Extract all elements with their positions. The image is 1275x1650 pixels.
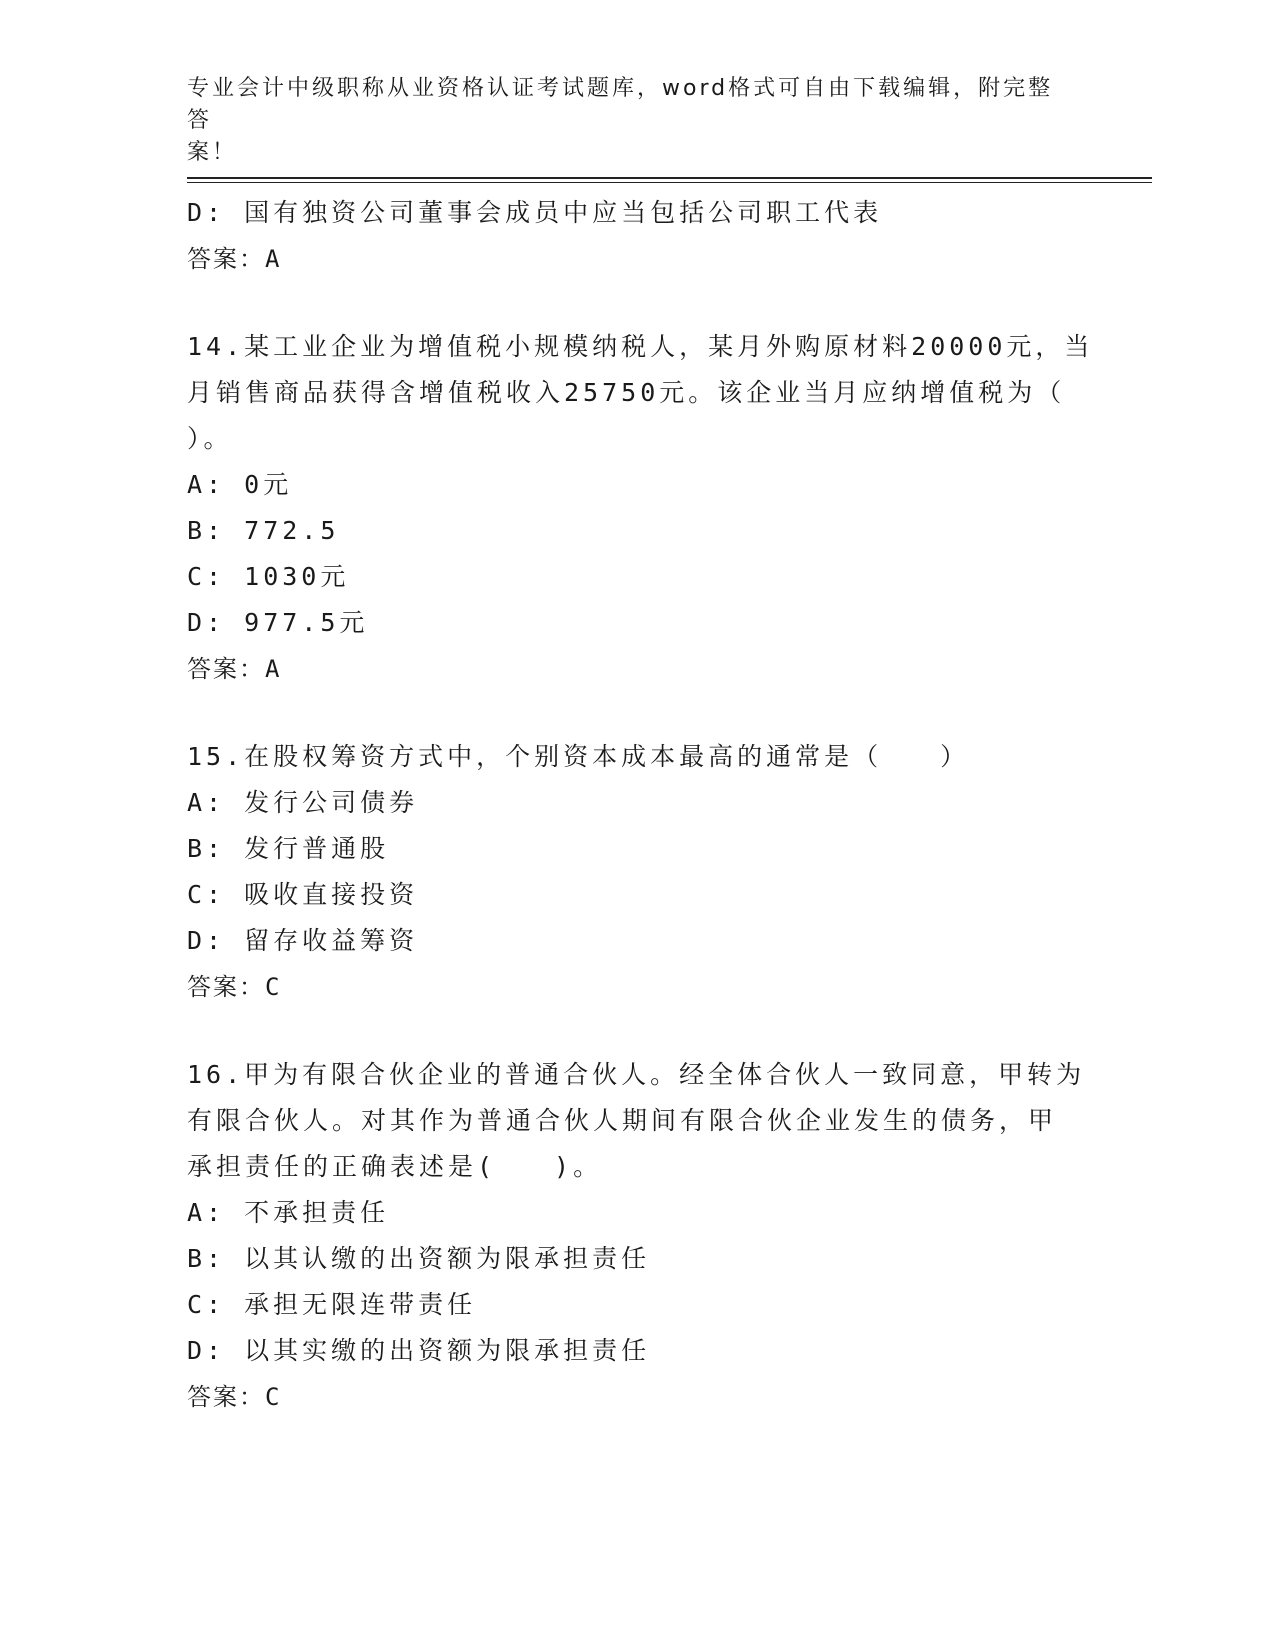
spacer (187, 1010, 1087, 1052)
question-14 (187, 324, 1094, 692)
option-d: D: 977.5元 (187, 608, 369, 637)
question-16 (187, 1052, 1087, 1420)
spacer (187, 282, 1087, 324)
header-rule-thin (187, 182, 1152, 183)
question-stem-line: 承担责任的正确表述是( )。 (187, 1152, 603, 1181)
answer-value: A (265, 655, 280, 683)
question-answer (187, 1374, 1087, 1420)
header-line-2: 案！ (187, 140, 238, 165)
option-b: B: 以其认缴的出资额为限承担责任 (187, 1244, 651, 1273)
header-rule-thick (187, 177, 1152, 179)
answer-label: 答案： (187, 1383, 265, 1411)
answer-value: A (265, 245, 280, 273)
option-d: D: 留存收益筹资 (187, 926, 419, 955)
option-b: B: 发行普通股 (187, 834, 390, 863)
option-c: C: 1030元 (187, 562, 350, 591)
document-header (187, 73, 1067, 169)
spacer (187, 692, 1087, 734)
question-stem-line: 有限合伙人。对其作为普通合伙人期间有限合伙企业发生的债务，甲 (187, 1106, 1058, 1135)
header-line-1: 专业会计中级职称从业资格认证考试题库，word格式可自由下载编辑，附完整答 (187, 76, 1054, 133)
question-stem-line: 月销售商品获得含增值税收入25750元。该企业当月应纳增值税为（ (187, 378, 1066, 407)
question-stem-line: ）。 (187, 424, 233, 453)
question-answer (187, 646, 1087, 692)
question-answer (187, 964, 1087, 1010)
option-d: D: 以其实缴的出资额为限承担责任 (187, 1336, 651, 1365)
option-b: B: 772.5 (187, 516, 340, 545)
question-15 (187, 734, 1087, 1010)
option-a: A: 不承担责任 (187, 1198, 390, 1227)
option-c: C: 承担无限连带责任 (187, 1290, 477, 1319)
answer-label: 答案： (187, 245, 265, 273)
document-body (187, 190, 1094, 1420)
answer-value: C (265, 1383, 280, 1411)
option-a: A: 0元 (187, 470, 293, 499)
prev-option-d: D: 国有独资公司董事会成员中应当包括公司职工代表 (187, 198, 883, 227)
prev-answer (187, 236, 1087, 282)
question-stem-line: 16.甲为有限合伙企业的普通合伙人。经全体合伙人一致同意，甲转为 (187, 1060, 1086, 1089)
answer-value: C (265, 973, 280, 1001)
question-stem-line: 14.某工业企业为增值税小规模纳税人，某月外购原材料20000元，当 (187, 332, 1094, 361)
answer-label: 答案： (187, 973, 265, 1001)
answer-label: 答案： (187, 655, 265, 683)
option-a: A: 发行公司债券 (187, 788, 419, 817)
question-stem-line: 15.在股权筹资方式中，个别资本成本最高的通常是（ ） (187, 742, 970, 771)
option-c: C: 吸收直接投资 (187, 880, 419, 909)
